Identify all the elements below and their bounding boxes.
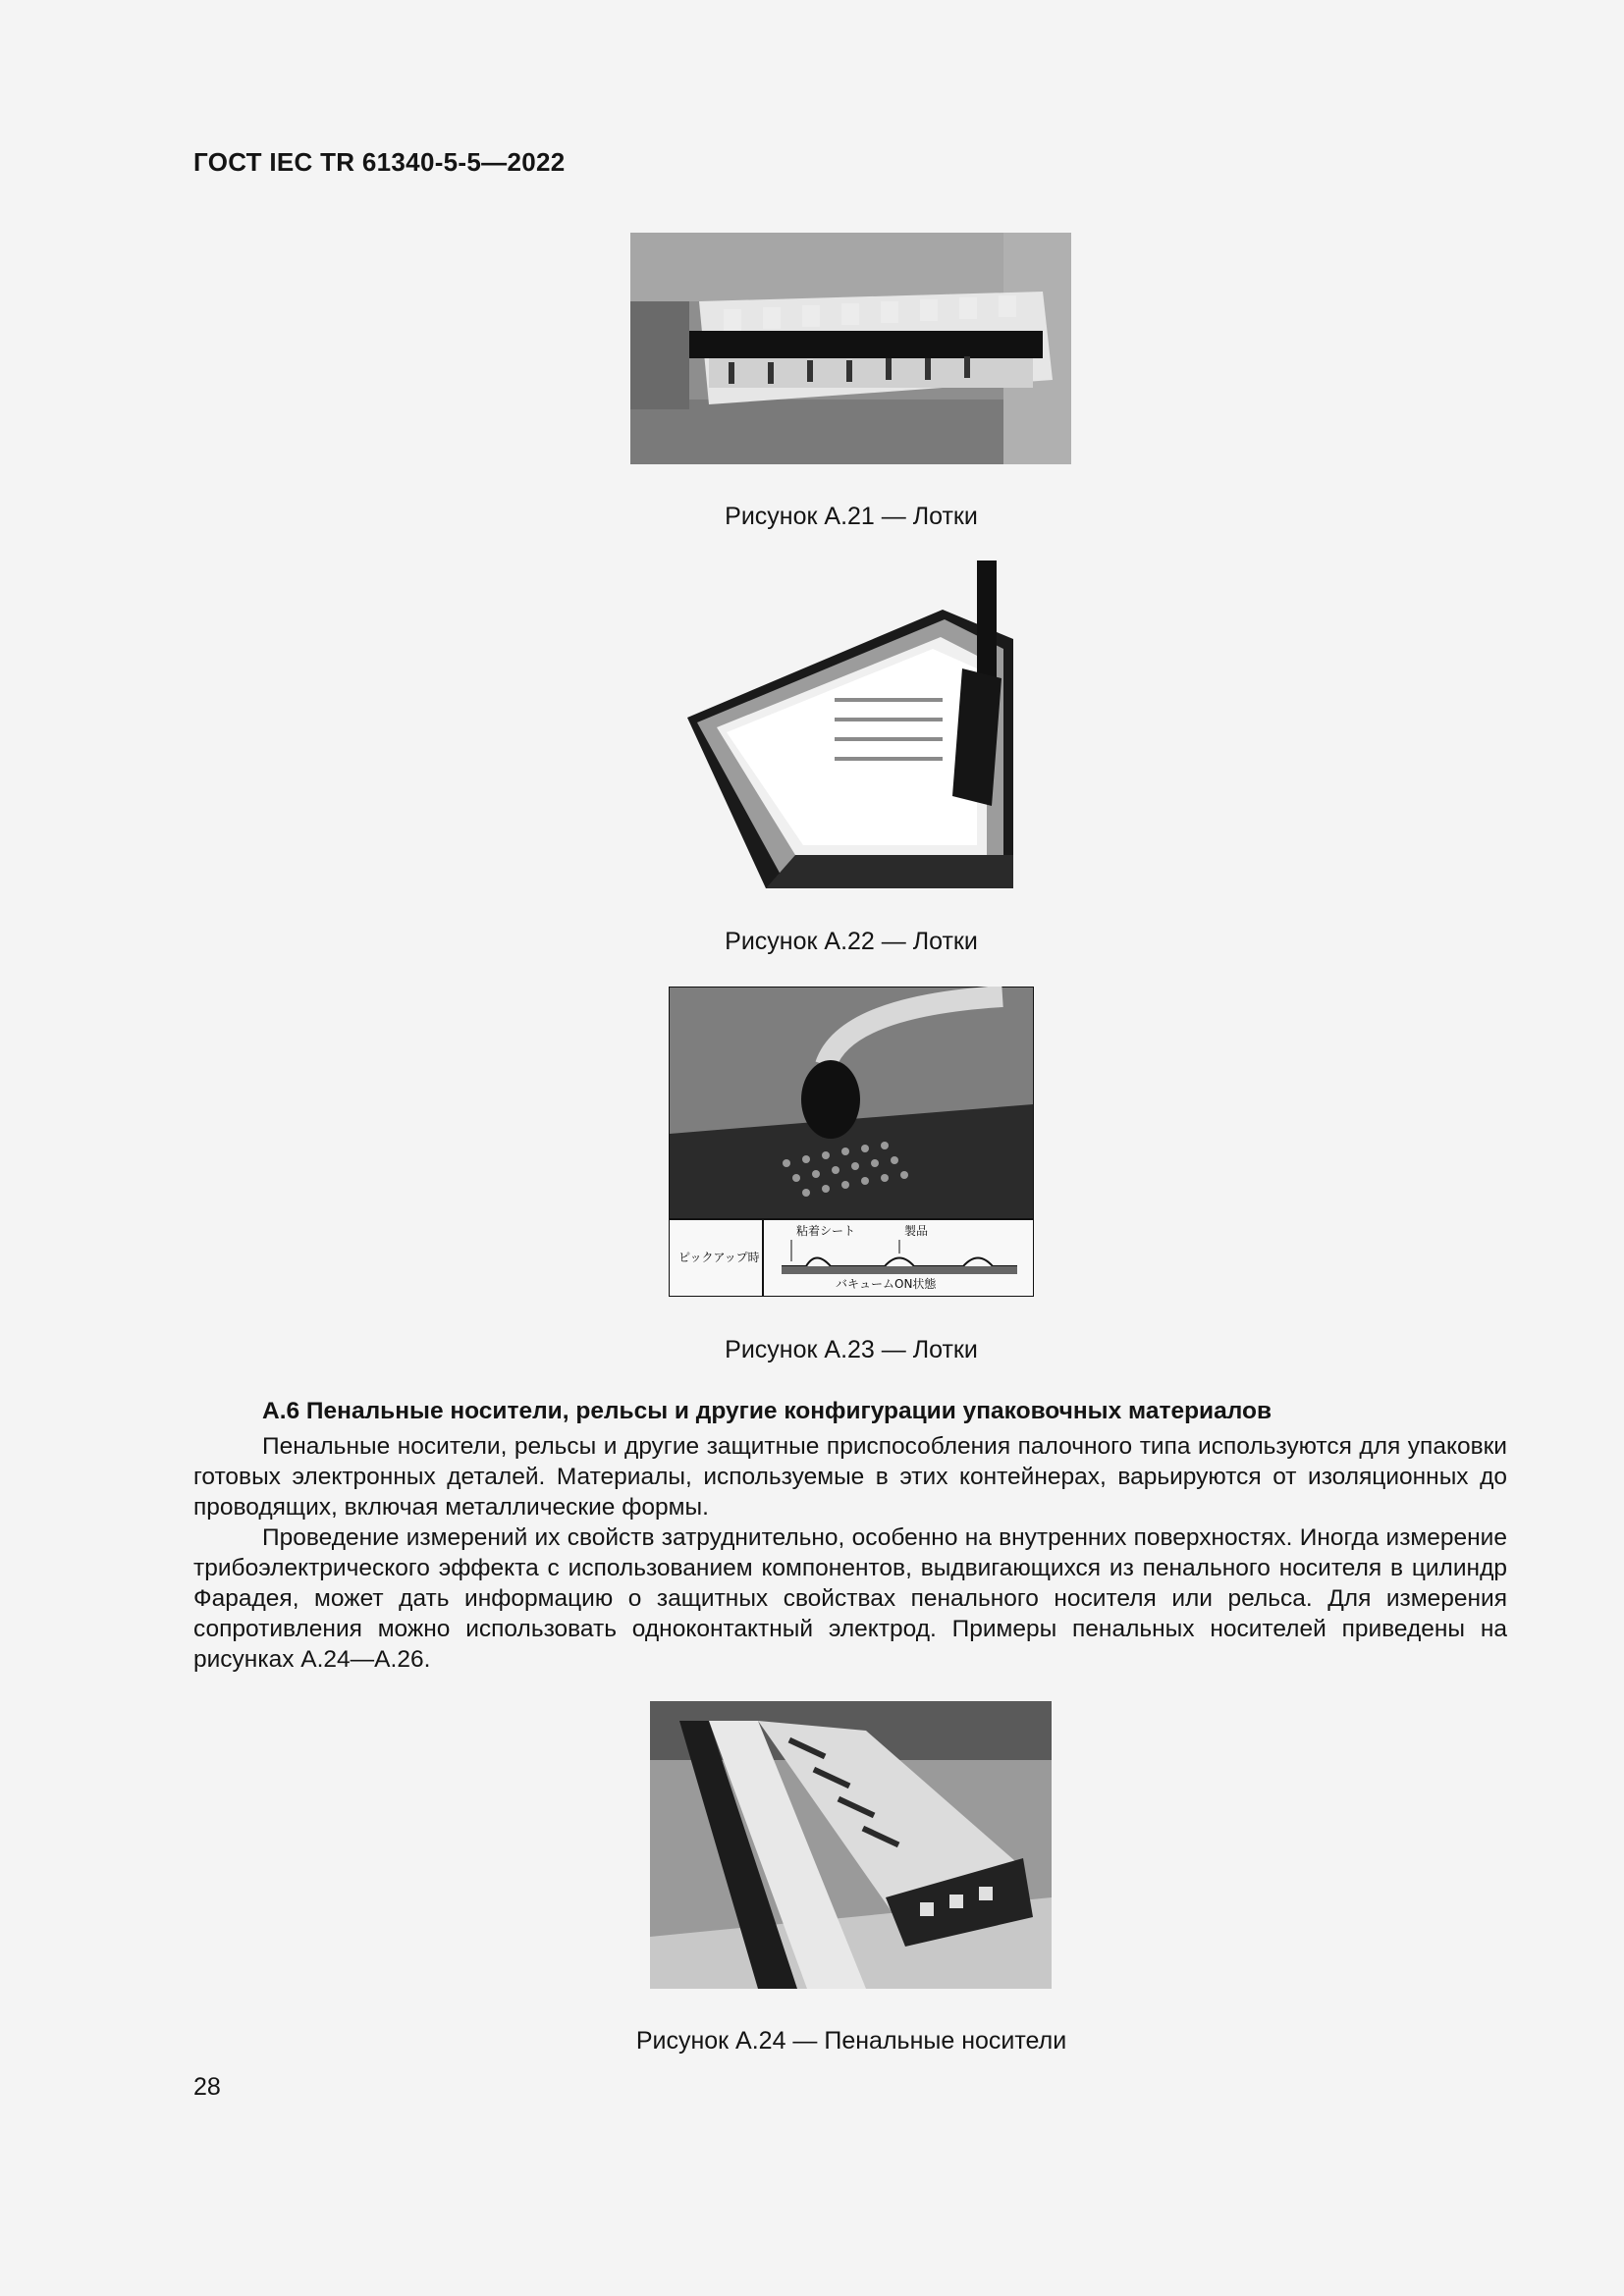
product-label: 製品 [904,1224,929,1238]
page-number: 28 [193,2073,221,2101]
figure-a24-caption: Рисунок А.24 — Пенальные носители [635,2027,1067,2055]
figure-a21-image [630,233,1071,464]
figure-a24-image [650,1701,1052,1989]
document-header: ГОСТ IEC TR 61340-5-5—2022 [193,147,566,177]
tray-frame-photo-icon [687,561,1013,888]
figure-a23-caption: Рисунок А.23 — Лотки [725,1336,978,1363]
figure-a22-caption: Рисунок А.22 — Лотки [725,928,978,955]
paragraph-2: Проведение измерений их свойств затруднительно, особенно на внутренних поверхностях. Иногда измерение трибоэлектрического эффекта с использованием компонентов, выдвигающихся из пенального носителя в цилиндр Фарадея, может дать информацию о защитных свойствах пенального носителя или рельса. Для измерения сопротивления можно использовать одноконтактный электрод. Примеры пенальных носителей приведены на рисунках А.24—А.26. [193,1524,1507,1673]
section-heading: А.6 Пенальные носители, рельсы и другие конфигурации упаковочных материалов [262,1398,1272,1424]
vacuum-state-label: バキュームON状態 [836,1277,937,1291]
tray-photo-icon [630,233,1071,464]
figure-a23-image [669,987,1034,1297]
sheet-label: 粘着シート [796,1224,856,1238]
tube-carrier-photo-icon [650,1701,1052,1989]
pickup-label: ピックアップ時 [678,1251,760,1264]
vacuum-pickup-photo-icon [669,987,1034,1297]
figure-a21-caption: Рисунок А.21 — Лотки [725,503,978,530]
figure-a22-image [687,561,1013,888]
paragraph-1: Пенальные носители, рельсы и другие защитные приспособления палочного типа используются для упаковки готовых электронных деталей. Материалы, используемые в этих контейнерах, варьируются от изоляционных до проводящих, включая металлические формы. [193,1433,1507,1521]
